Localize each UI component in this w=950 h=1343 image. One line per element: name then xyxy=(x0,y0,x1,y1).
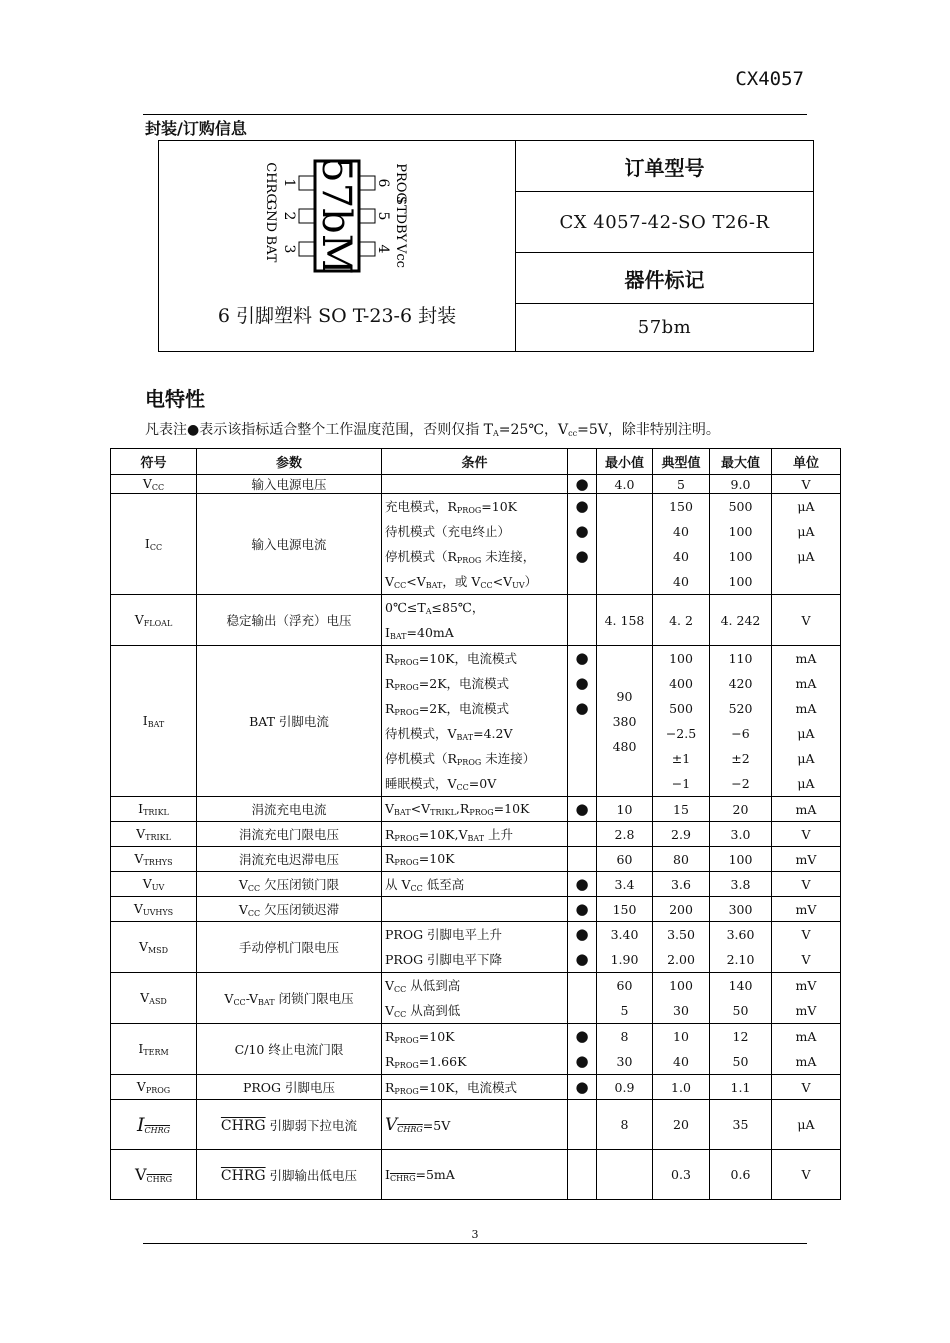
pin-3-pad xyxy=(299,242,315,256)
table-row: $V_{TRHYS}$ 涓流充电迟滞电压 $R_{PROG}=10K$ 60 80 100 mV xyxy=(111,847,841,872)
header-max: 最大值 xyxy=(710,449,772,475)
table-row: $V_{TRIKL}$ 涓流充电门限电压 $R_{PROG}=10K,V_{BAT}$ 上升 2.8 2.9 3.0 V xyxy=(111,822,841,847)
pin-1-pad xyxy=(299,176,315,190)
package-caption: 6 引脚塑料 SO T-23-6 封装 xyxy=(217,305,457,327)
pin-label-stdby: STDBY xyxy=(393,196,408,242)
pin-num-4: 4 xyxy=(375,244,391,254)
header-unit: 单位 xyxy=(772,449,841,475)
table-row: $V_{CHRG}$ CHRG 引脚输出低电压 $I_{CHRG}=5mA$ 0.3 0.6 V xyxy=(111,1150,841,1200)
pin-label-prog: PROG xyxy=(393,163,408,203)
table-row: $V_{FLOAL}$ 稳定输出（浮充）电压 $0℃\le T_A\le 85℃$， $I_{BAT}=40mA$ 4. 158 4. 2 4. 242 V xyxy=(111,595,841,646)
package-section-title: 封装/订购信息 xyxy=(145,119,247,138)
sot23-pinout-diagram xyxy=(159,141,515,301)
table-row: $I_{TERM}$ C/10 终止电流门限 $R_{PROG}=10K$ $R_{PROG}=1.66K$ ● ● 8 30 10 40 12 50 mA mA xyxy=(111,1024,841,1075)
pin-num-5: 5 xyxy=(375,211,391,221)
pin-label-chrg: CHRG xyxy=(263,162,278,204)
table-row: $V_{MSD}$ 手动停机门限电压 PROG 引脚电平上升 PROG 引脚电平下降 ● ● 3.40 1.90 3.50 2.00 3.60 2.10 V V xyxy=(111,922,841,973)
pin-num-1: 1 xyxy=(281,178,297,188)
package-diagram-cell xyxy=(159,141,516,351)
pin-num-2: 2 xyxy=(281,211,297,221)
pin-label-gnd: GND xyxy=(263,199,278,233)
table-row: $V_{ASD}$ $V_{CC}-V_{BAT}$ 闭锁门限电压 $V_{CC}$ 从低到高 $V_{CC}$ 从高到低 60 5 100 30 140 50 mV mV xyxy=(111,973,841,1024)
header-dot xyxy=(568,449,597,475)
footer-rule xyxy=(143,1243,807,1244)
chip-marking: 57bM xyxy=(313,157,359,275)
electrical-note: 凡表注●表示该指标适合整个工作温度范围，否则仅指 $T_A=25℃$，$V_{cc}=5V$，除非特别注明。 xyxy=(145,422,720,438)
table-header-row xyxy=(111,449,841,475)
table-row: $I_{CHRG}$ CHRG 引脚弱下拉电流 $V_{CHRG}=5V$ 8 20 35 μA xyxy=(111,1100,841,1150)
order-model-header: 订单型号 xyxy=(515,141,814,192)
header-condition: 条件 xyxy=(382,449,568,475)
header-rule xyxy=(143,114,807,115)
pin-6-pad xyxy=(359,176,375,190)
pin-num-6: 6 xyxy=(375,178,391,188)
order-model-value: CX 4057-42-SO T26-R xyxy=(515,192,814,253)
pin-label-vcc: Vcc xyxy=(393,244,408,268)
package-info-box xyxy=(158,140,814,352)
device-mark-header: 器件标记 xyxy=(515,253,814,304)
header-typ: 典型值 xyxy=(653,449,710,475)
table-row: $V_{PROG}$ PROG 引脚电压 $R_{PROG}=10K$，电流模式 ● 0.9 1.0 1.1 V xyxy=(111,1075,841,1100)
header-min: 最小值 xyxy=(597,449,653,475)
device-mark-value: 57bm xyxy=(637,317,692,338)
electrical-characteristics-table xyxy=(110,448,841,1200)
pin-label-bat: BAT xyxy=(263,235,278,263)
document-header-title: CX4057 xyxy=(735,68,804,90)
table-row: $I_{BAT}$ BAT 引脚电流 $R_{PROG}=10K$，电流模式 $R_{PROG}=2K$，电流模式 $R_{PROG}=2K$，电流模式 待机模式，$V_{BAT}=4.2V$ 停机模式（$R_{PROG}$ 未连接） 睡眠模式，$V_{CC}=0V$ ● ● ● 90 380 480 100 400 500 −2.5 ±1 −1 110 420 520 −6 ±2 −2 mA mA mA μA μA μA xyxy=(111,646,841,797)
pin-num-3: 3 xyxy=(281,244,297,254)
table-row: $I_{TRIKL}$ 涓流充电电流 $V_{BAT}<V_{TRIKL},R_{PROG}=10K$ ● 10 15 20 mA xyxy=(111,797,841,822)
header-symbol: 符号 xyxy=(111,449,197,475)
table-row: $V_{UV}$ $V_{CC}$ 欠压闭锁门限 从 $V_{CC}$ 低至高 ● 3.4 3.6 3.8 V xyxy=(111,872,841,897)
table-row: $I_{CC}$ 输入电源电流 充电模式，$R_{PROG}=10K$ 待机模式（充电终止） 停机模式（$R_{PROG}$ 未连接， $V_{CC}<V_{BAT}$，或 $V_{CC}<V_{UV}$） ● ● ● 150 40 40 40 500 100 100 100 μA μA μA xyxy=(111,494,841,595)
table-row: $V_{CC}$ 输入电源电压 ● 4.0 5 9.0 V xyxy=(111,475,841,494)
table-row: $V_{UVHYS}$ $V_{CC}$ 欠压闭锁迟滞 ● 150 200 300 mV xyxy=(111,897,841,922)
electrical-section-title: 电特性 xyxy=(145,387,205,411)
pin-5-pad xyxy=(359,209,375,223)
page-number: 3 xyxy=(471,1228,479,1241)
header-parameter: 参数 xyxy=(197,449,382,475)
pin-2-pad xyxy=(299,209,315,223)
pin-4-pad xyxy=(359,242,375,256)
